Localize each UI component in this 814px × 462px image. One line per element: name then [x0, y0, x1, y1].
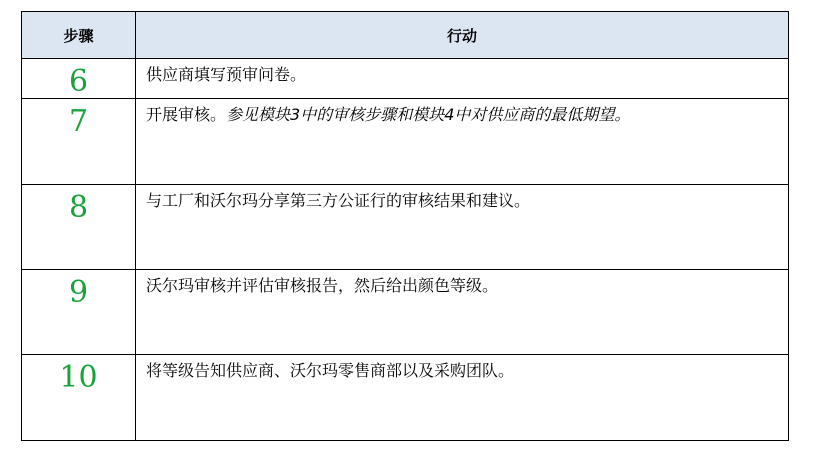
- table-row: [22, 59, 789, 99]
- step-number: 9: [22, 270, 136, 355]
- table-header-row: [22, 12, 789, 59]
- action-text: [136, 99, 789, 185]
- action-text: [136, 185, 789, 270]
- step-number: 7: [22, 99, 136, 185]
- action-plain: 将等级告知供应商、沃尔玛零售商部以及采购团队。: [146, 361, 515, 380]
- action-text: [136, 59, 789, 99]
- action-italic: 参见模块3中的审核步骤和模块4中对供应商的最低期望。: [226, 105, 631, 124]
- table-row: [22, 99, 789, 185]
- action-plain: 供应商填写预审问卷。: [146, 65, 307, 84]
- header-action: 行动: [136, 12, 789, 59]
- table-row: [22, 185, 789, 270]
- table-row: [22, 355, 789, 441]
- action-text: [136, 355, 789, 441]
- step-number: 8: [22, 185, 136, 270]
- step-number: 10: [22, 355, 136, 441]
- action-plain: 与工厂和沃尔玛分享第三方公证行的审核结果和建议。: [146, 191, 531, 210]
- audit-steps-table: [21, 11, 789, 441]
- header-step: 步骤: [22, 12, 136, 59]
- action-plain: 沃尔玛审核并评估审核报告，然后给出颜色等级。: [146, 276, 499, 295]
- table-row: [22, 270, 789, 355]
- step-number: 6: [22, 59, 136, 99]
- action-plain: 开展审核。: [146, 105, 227, 124]
- action-text: [136, 270, 789, 355]
